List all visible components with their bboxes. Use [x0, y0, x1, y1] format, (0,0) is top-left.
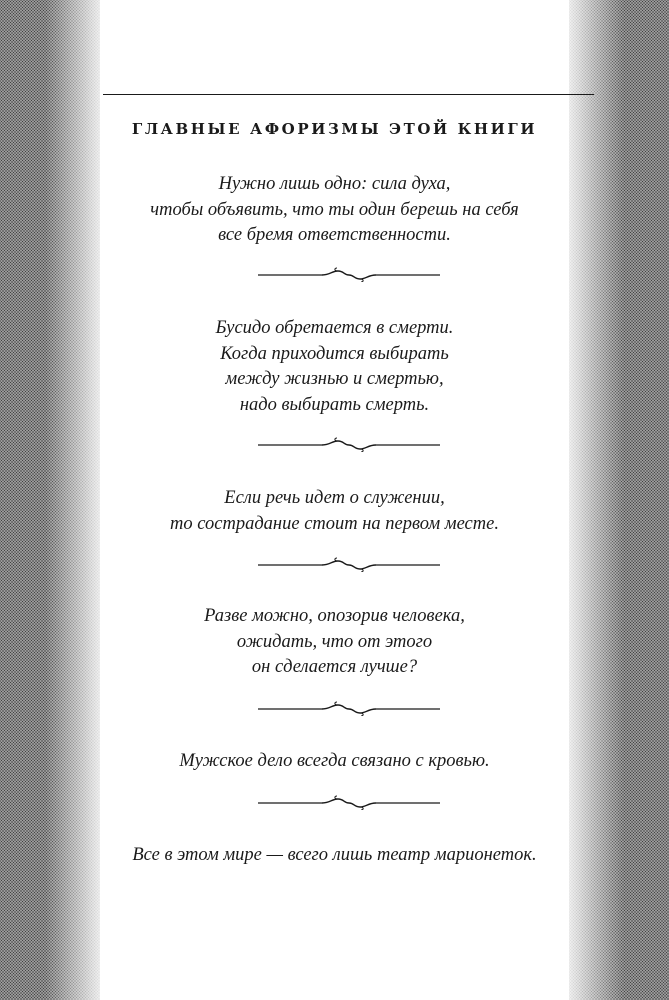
aphorism-line: надо выбирать смерть.: [239, 394, 430, 415]
aphorism-line: то сострадание стоит на первом месте.: [170, 513, 499, 534]
aphorism-1: [110, 172, 559, 249]
aphorism-4: [110, 604, 559, 681]
aphorism-line: все бремя ответственности.: [218, 225, 451, 245]
page-heading: ГЛАВНЫЕ АФОРИЗМЫ ЭТОЙ КНИГИ: [131, 120, 538, 138]
aphorism-line: Если речь идет о служении,: [224, 488, 445, 508]
aphorism-3: [110, 486, 559, 537]
top-rule: [103, 94, 594, 95]
aphorism-line: Мужское дело всегда связано с кровью.: [179, 751, 490, 771]
aphorism-line: Бусидо обретается в смерти.: [215, 318, 454, 338]
aphorism-line: Разве можно, опозорив человека,: [204, 606, 465, 626]
aphorism-line: Когда приходится выбирать: [220, 343, 449, 364]
aphorism-2: [110, 316, 559, 418]
flourish-divider-icon: [258, 700, 440, 716]
halftone-left-edge: [0, 0, 100, 1000]
flourish-divider-icon: [258, 266, 440, 282]
flourish-divider-icon: [258, 794, 440, 810]
aphorism-6: [90, 843, 579, 869]
flourish-divider-icon: [258, 556, 440, 572]
flourish-divider-icon: [258, 436, 440, 452]
aphorism-line: ожидать, что от этого: [236, 631, 433, 652]
halftone-right-edge: [569, 0, 669, 1000]
aphorism-line: между жизнью и смертью,: [225, 369, 444, 389]
aphorism-line: Нужно лишь одно: сила духа,: [218, 174, 451, 194]
aphorism-5: [110, 749, 559, 775]
aphorism-line: Все в этом мире — всего лишь театр марионеток.: [132, 845, 537, 865]
aphorism-line: чтобы объявить, что ты один берешь на себя: [150, 199, 519, 220]
aphorism-line: он сделается лучше?: [251, 657, 418, 677]
